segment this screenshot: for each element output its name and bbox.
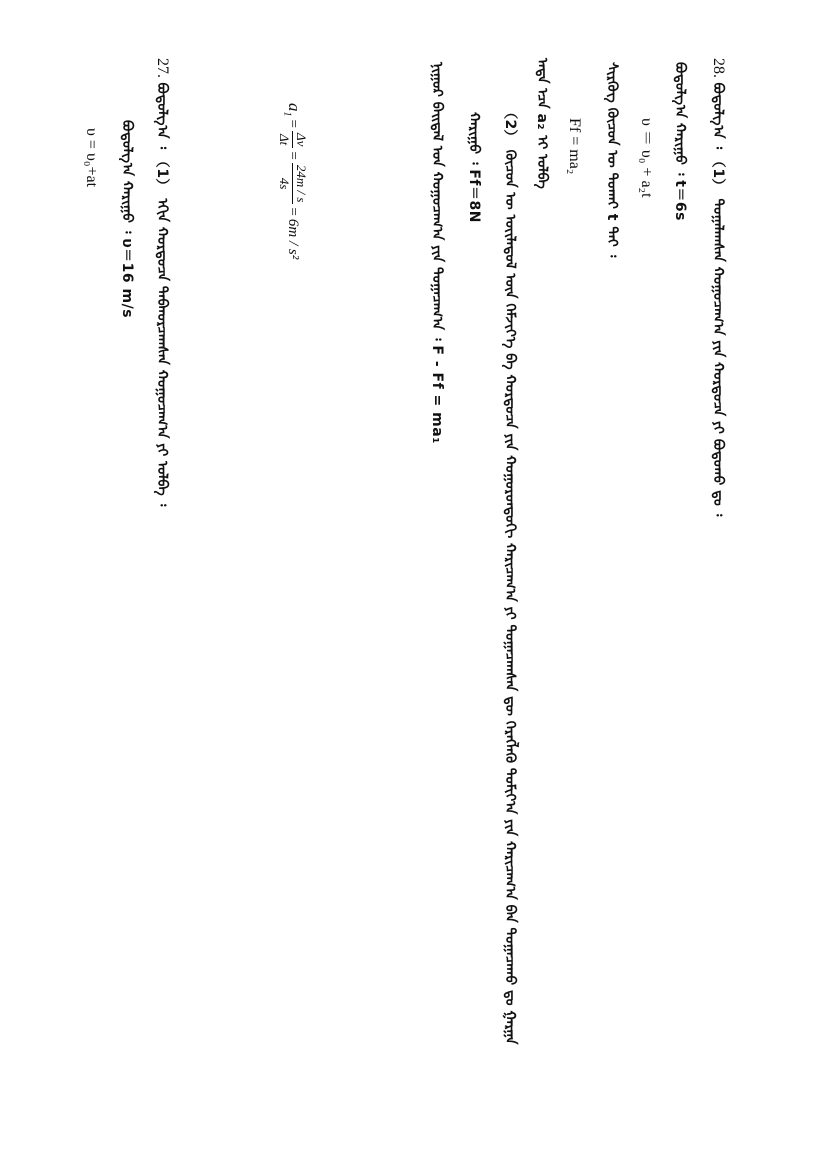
q27-header — [150, 58, 174, 506]
q28-line5: ᠡᠨᠳᠡ ᠡᠴᠡ a₂ ᠢ ᠣᠯᠪᠠ — [534, 58, 550, 189]
q27-line2: υ = υ₀+at — [83, 128, 100, 188]
q28-header — [706, 58, 730, 516]
q27-line1: ᠪᠣᠳᠣᠯᠭ᠎ᠠ ᠬᠠᠷᠢᠭᠤ ᠄ υ＝16 m/s — [119, 120, 135, 319]
q28-line2: υ ＝ υ₀ + a₂t — [638, 118, 655, 198]
formula-lhs: $a_1$ — [281, 103, 305, 117]
q28-line3: ᠰᠢᠷᠭᠦᠭ ᠬᠦᠴᠦᠨ ᠦ ᠲᠣᠬᠠᠶ t ᠲᠠᠢ ᠄ — [604, 62, 620, 258]
q28-line6: （2） ᠬᠦᠴᠦᠨ ᠦ ᠦᠢᠯᠡᠳᠦᠯ ᠦᠨ ᠬᠡᠮᠵᠢᠶ᠎ᠡ ᠪᠠ ᠬᠤᠷᠳᠤᠴᠠ ᠶᠢᠨ ᠬᠣᠭᠣᠷᠣᠨᠳᠣᠬᠢ ᠬᠠᠷᠢᠴᠠᠭ᠎ᠠ ᠶᠢ ᠲᠣᠭᠠᠴᠠᠭᠰᠠᠨ ᠳᠦ ᠬᠡᠷᠡᠭᠯᠡᠬᠦ ᠲᠣᠮᠢᠶ᠎ᠠ ᠶᠢᠨ ᠬᠠᠷᠢᠴᠠᠭ᠎ᠠ ᠪᠠᠨ ᠲᠣᠭᠠᠴᠠᠬᠤ ᠳᠤ ᠭᠠᠷᠭᠠ — [502, 105, 518, 1045]
q27-number: 27. — [154, 58, 171, 78]
formula-result: 6m / s² — [285, 218, 302, 260]
formula-eq3: = — [285, 207, 302, 216]
q28-number: 28. — [710, 58, 727, 78]
q27-header-text: ᠪᠣᠳᠣᠯᠭ᠎ᠠ ᠄ （1） ᠡᠬᠢᠨ ᠬᠤᠷᠳᠤᠴᠠ ᠳᠠᠪᠬᠤᠷᠴᠠᠭᠰᠠᠨ ᠬᠤᠭᠤᠴᠠᠭ᠎ᠠ ᠶᠢ ᠣᠯᠪᠠ ᠄ — [154, 82, 170, 507]
q28-line1: ᠪᠣᠳᠣᠯᠭ᠎ᠠ ᠬᠠᠷᠢᠭᠤ ᠄ t＝6s — [672, 62, 688, 221]
q28-line7: ᠬᠠᠷᠢᠭᠤ ᠄ Ff＝8N — [466, 112, 482, 223]
q28-line8: ᠨᠢᠭᠤᠷ ᠪᠠᠢᠳᠠᠯ ᠤᠨ ᠬᠤᠭᠤᠴᠠᠭ᠎ᠠ ᠶᠢᠨ ᠲᠣᠭᠠᠴᠠᠭ᠎ᠠ ᠄ F - Ff = ma₁ — [429, 62, 445, 444]
formula-eq2: = — [285, 151, 302, 160]
formula-eq1: = — [285, 119, 302, 128]
q28-line4: Ff = ma₂ — [566, 118, 583, 175]
formula-fraction-2: 24m / s 4s — [277, 164, 310, 203]
q28-header-text: ᠪᠣᠳᠣᠯᠭ᠎ᠠ ᠄ （1） ᠲᠣᠭᠠᠯᠠᠭᠰᠠᠨ ᠬᠤᠭᠤᠴᠠᠭ᠎ᠠ ᠶᠢᠨ ᠬᠤᠷᠳᠤᠴᠠ ᠶᠢ ᠪᠣᠳᠣᠬᠤ ᠳᠤ ᠄ — [710, 82, 726, 517]
acceleration-formula — [273, 103, 313, 293]
formula-fraction-1: Δv Δt — [277, 132, 310, 147]
